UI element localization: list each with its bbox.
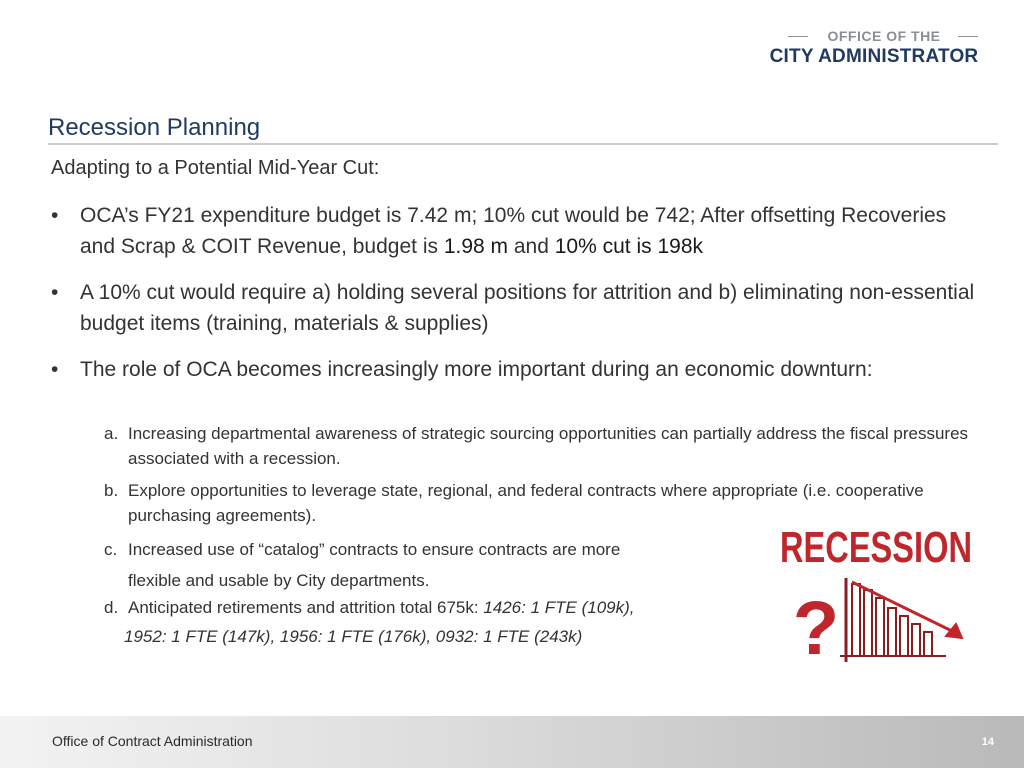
sub-item-a (104, 421, 974, 471)
bullet-marker: • (51, 281, 59, 304)
bullet-text: A 10% cut would require a) holding several positions for attrition and b) eliminating non-essential budget items (training, materials & supplies) (80, 281, 975, 335)
bullet-cut-requirements (51, 277, 981, 339)
bullet-oca-role (51, 354, 911, 385)
bullet-budget (51, 200, 981, 262)
recession-word: RECESSION (780, 523, 972, 572)
sub-item-label: a. (104, 424, 119, 443)
sub-item-text: Increasing departmental awareness of strategic sourcing opportunities can partially address the fiscal pressures associated with a recession. (128, 424, 969, 468)
sub-item-text-plain: Anticipated retirements and attrition total 675k: (128, 598, 484, 617)
logo-rule-left (788, 36, 808, 37)
declining-bar-chart-icon (840, 578, 962, 662)
bullet-marker: • (51, 358, 59, 381)
bullet-text-plain: OCA’s FY21 expenditure budget is 7.42 m; 10% cut would be 742; After offsetting Recoveries and Scrap & COIT Revenue, budget is (80, 204, 947, 258)
sub-item-text-continued: flexible and usable by City departments. (128, 571, 430, 590)
sub-item-text: Increased use of “catalog” contracts to ensure contracts are more (128, 540, 621, 559)
logo-rule-right (958, 36, 978, 37)
slide-subtitle: Adapting to a Potential Mid-Year Cut: (51, 157, 380, 179)
recession-illustration (776, 518, 976, 671)
slide-title: Recession Planning (48, 114, 261, 141)
page-number: 14 (981, 736, 994, 748)
sub-item-label: d. (104, 598, 119, 617)
question-mark-icon: ? (792, 586, 840, 671)
logo-top-text: OFFICE OF THE (827, 28, 941, 44)
sub-item-d (104, 595, 764, 620)
bullet-text: The role of OCA becomes increasingly more important during an economic downturn: (80, 358, 873, 381)
bullet-text (80, 200, 981, 262)
cut-highlight: 10% cut is 198k (554, 235, 704, 258)
budget-highlight: 1.98 m (443, 235, 509, 258)
logo-bottom-text: CITY ADMINISTRATOR (769, 46, 979, 67)
office-logo (768, 24, 980, 72)
title-divider (48, 143, 998, 145)
sub-item-text (128, 595, 764, 620)
bullet-marker: • (51, 204, 59, 227)
sub-item-label: c. (104, 540, 118, 559)
footer-bar (0, 716, 1024, 768)
footer-text: Office of Contract Administration (52, 733, 253, 749)
fte-list-continued: 1952: 1 FTE (147k), 1956: 1 FTE (176k), 0932: 1 FTE (243k) (124, 627, 583, 646)
sub-item-c (104, 534, 744, 596)
fte-list-start: 1426: 1 FTE (109k), (483, 598, 635, 617)
bullet-joiner: and (508, 235, 555, 258)
sub-item-label: b. (104, 481, 119, 500)
sub-item-text: Explore opportunities to leverage state, regional, and federal contracts where appropriate (i.e. cooperative purchasing agreements). (128, 481, 924, 525)
